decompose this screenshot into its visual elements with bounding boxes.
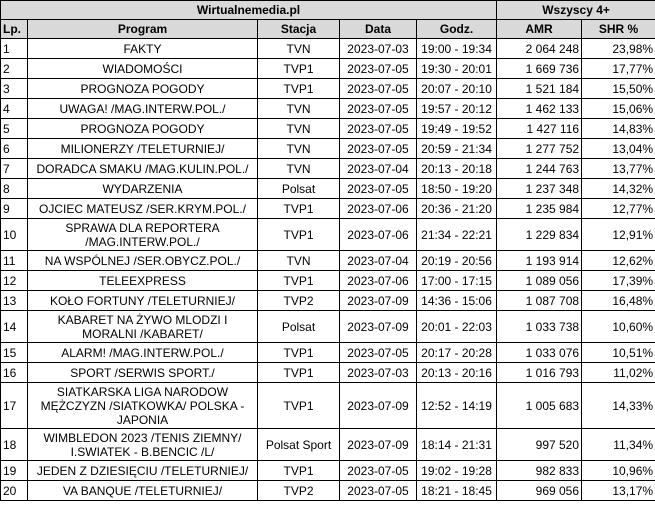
cell-lp: 10 [1,219,28,251]
cell-program: PROGNOZA POGODY [28,79,258,99]
cell-data: 2023-07-05 [340,79,417,99]
cell-stacja: TVN [258,159,340,179]
cell-godz: 20:01 - 22:03 [417,311,497,343]
column-header-stacja: Stacja [258,20,340,39]
table-row [1,311,655,343]
cell-shr: 10,96% [582,461,655,481]
cell-godz: 18:21 - 18:45 [417,481,497,501]
cell-program: KOŁO FORTUNY /TELETURNIEJ/ [28,291,258,311]
cell-godz: 20:13 - 20:16 [417,363,497,383]
cell-lp: 15 [1,343,28,363]
cell-shr: 12,77% [582,199,655,219]
cell-stacja: TVP1 [258,461,340,481]
cell-amr: 1 229 834 [497,219,582,251]
cell-program: UWAGA! /MAG.INTERW.POL./ [28,99,258,119]
cell-data: 2023-07-05 [340,179,417,199]
cell-data: 2023-07-06 [340,219,417,251]
cell-godz: 17:00 - 17:15 [417,271,497,291]
cell-data: 2023-07-05 [340,119,417,139]
cell-program: FAKTY [28,39,258,59]
cell-amr: 1 244 763 [497,159,582,179]
cell-amr: 1 277 752 [497,139,582,159]
cell-data: 2023-07-09 [340,383,417,429]
cell-shr: 23,98% [582,39,655,59]
cell-program: PROGNOZA POGODY [28,119,258,139]
cell-program: JEDEN Z DZIESIĘCIU /TELETURNIEJ/ [28,461,258,481]
cell-data: 2023-07-03 [340,363,417,383]
cell-data: 2023-07-05 [340,481,417,501]
cell-stacja: TVN [258,139,340,159]
cell-lp: 14 [1,311,28,343]
cell-program: KABARET NA ŻYWO MLODZI I MORALNI /KABARET/ [28,311,258,343]
table-row [1,363,655,383]
cell-lp: 1 [1,39,28,59]
cell-shr: 17,39% [582,271,655,291]
cell-shr: 14,32% [582,179,655,199]
column-header-shr: SHR % [582,20,655,39]
cell-data: 2023-07-04 [340,251,417,271]
audience-group-header: Wszyscy 4+ [497,1,655,20]
table-row [1,291,655,311]
cell-program: WYDARZENIA [28,179,258,199]
cell-amr: 1 193 914 [497,251,582,271]
cell-program: MILIONERZY /TELETURNIEJ/ [28,139,258,159]
table-row [1,219,655,251]
cell-data: 2023-07-05 [340,99,417,119]
cell-lp: 13 [1,291,28,311]
cell-godz: 19:30 - 20:01 [417,59,497,79]
cell-program: VA BANQUE /TELETURNIEJ/ [28,481,258,501]
cell-program: NA WSPÓLNEJ /SER.OBYCZ.POL./ [28,251,258,271]
column-header-data: Data [340,20,417,39]
cell-data: 2023-07-03 [340,39,417,59]
cell-stacja: TVP1 [258,363,340,383]
cell-amr: 1 033 738 [497,311,582,343]
column-header-amr: AMR [497,20,582,39]
cell-godz: 18:50 - 19:20 [417,179,497,199]
cell-amr: 1 016 793 [497,363,582,383]
cell-shr: 12,91% [582,219,655,251]
table-row [1,271,655,291]
cell-amr: 1 521 184 [497,79,582,99]
cell-godz: 19:00 - 19:34 [417,39,497,59]
cell-lp: 17 [1,383,28,429]
cell-lp: 5 [1,119,28,139]
table-row [1,429,655,461]
table-row [1,39,655,59]
cell-lp: 7 [1,159,28,179]
cell-godz: 20:36 - 21:20 [417,199,497,219]
cell-data: 2023-07-05 [340,59,417,79]
cell-godz: 20:17 - 20:28 [417,343,497,363]
cell-shr: 11,02% [582,363,655,383]
cell-program: SPORT /SERWIS SPORT./ [28,363,258,383]
cell-godz: 21:34 - 22:21 [417,219,497,251]
cell-amr: 1 235 984 [497,199,582,219]
cell-stacja: TVP2 [258,481,340,501]
cell-amr: 982 833 [497,461,582,481]
table-row [1,119,655,139]
table-row [1,159,655,179]
cell-stacja: TVN [258,99,340,119]
cell-program: SPRAWA DLA REPORTERA /MAG.INTERW.POL./ [28,219,258,251]
cell-amr: 1 462 133 [497,99,582,119]
cell-shr: 17,77% [582,59,655,79]
cell-lp: 2 [1,59,28,79]
table-row [1,59,655,79]
cell-amr: 997 520 [497,429,582,461]
table-row [1,139,655,159]
cell-lp: 20 [1,481,28,501]
cell-amr: 1 033 076 [497,343,582,363]
cell-stacja: TVP2 [258,291,340,311]
cell-data: 2023-07-09 [340,429,417,461]
cell-stacja: TVP1 [258,199,340,219]
cell-lp: 9 [1,199,28,219]
cell-godz: 19:02 - 19:28 [417,461,497,481]
cell-shr: 14,83% [582,119,655,139]
cell-shr: 15,06% [582,99,655,119]
cell-program: DORADCA SMAKU /MAG.KULIN.POL./ [28,159,258,179]
cell-amr: 1 427 116 [497,119,582,139]
cell-shr: 16,48% [582,291,655,311]
cell-godz: 19:57 - 20:12 [417,99,497,119]
cell-shr: 13,04% [582,139,655,159]
table-row [1,251,655,271]
table-row [1,383,655,429]
cell-godz: 12:52 - 14:19 [417,383,497,429]
table-row [1,79,655,99]
cell-lp: 16 [1,363,28,383]
cell-shr: 11,34% [582,429,655,461]
cell-data: 2023-07-04 [340,159,417,179]
cell-stacja: TVP1 [258,79,340,99]
cell-program: ALARM! /MAG.INTERW.POL./ [28,343,258,363]
cell-data: 2023-07-09 [340,311,417,343]
cell-amr: 1 005 683 [497,383,582,429]
cell-godz: 20:13 - 20:18 [417,159,497,179]
cell-data: 2023-07-05 [340,139,417,159]
cell-stacja: TVP1 [258,343,340,363]
cell-lp: 11 [1,251,28,271]
cell-godz: 14:36 - 15:06 [417,291,497,311]
cell-shr: 12,62% [582,251,655,271]
cell-amr: 1 669 736 [497,59,582,79]
table-body [1,39,655,501]
cell-lp: 12 [1,271,28,291]
cell-data: 2023-07-06 [340,199,417,219]
cell-stacja: TVP1 [258,383,340,429]
cell-godz: 20:19 - 20:56 [417,251,497,271]
column-header-godz: Godz. [417,20,497,39]
cell-shr: 13,17% [582,481,655,501]
cell-shr: 10,51% [582,343,655,363]
cell-amr: 969 056 [497,481,582,501]
cell-program: SIATKARSKA LIGA NARODOW MĘŻCZYZN /SIATKOWKA/ POLSKA - JAPONIA [28,383,258,429]
table-row [1,481,655,501]
cell-program: WIADOMOŚCI [28,59,258,79]
cell-program: TELEEXPRESS [28,271,258,291]
cell-data: 2023-07-05 [340,461,417,481]
cell-data: 2023-07-05 [340,343,417,363]
source-header: Wirtualnemedia.pl [1,1,497,20]
cell-lp: 6 [1,139,28,159]
table-row [1,461,655,481]
column-header-lp: Lp. [1,20,28,39]
cell-data: 2023-07-09 [340,291,417,311]
cell-lp: 18 [1,429,28,461]
cell-lp: 3 [1,79,28,99]
cell-stacja: Polsat Sport [258,429,340,461]
cell-stacja: Polsat [258,311,340,343]
cell-shr: 13,77% [582,159,655,179]
cell-program: OJCIEC MATEUSZ /SER.KRYM.POL./ [28,199,258,219]
cell-stacja: Polsat [258,179,340,199]
cell-lp: 4 [1,99,28,119]
cell-amr: 1 237 348 [497,179,582,199]
column-header-program: Program [28,20,258,39]
cell-shr: 14,33% [582,383,655,429]
cell-stacja: TVP1 [258,271,340,291]
table-row [1,99,655,119]
cell-program: WIMBLEDON 2023 /TENIS ZIEMNY/ I.SWIATEK - B.BENCIC /L/ [28,429,258,461]
cell-stacja: TVP1 [258,219,340,251]
cell-godz: 18:14 - 21:31 [417,429,497,461]
cell-godz: 20:59 - 21:34 [417,139,497,159]
cell-amr: 2 064 248 [497,39,582,59]
cell-godz: 20:07 - 20:10 [417,79,497,99]
table-row [1,199,655,219]
cell-data: 2023-07-06 [340,271,417,291]
table-row [1,179,655,199]
cell-shr: 15,50% [582,79,655,99]
cell-stacja: TVN [258,39,340,59]
cell-stacja: TVN [258,251,340,271]
cell-amr: 1 089 056 [497,271,582,291]
cell-stacja: TVN [258,119,340,139]
cell-godz: 19:49 - 19:52 [417,119,497,139]
cell-lp: 19 [1,461,28,481]
cell-shr: 10,60% [582,311,655,343]
cell-amr: 1 087 708 [497,291,582,311]
table-row [1,343,655,363]
cell-stacja: TVP1 [258,59,340,79]
cell-lp: 8 [1,179,28,199]
